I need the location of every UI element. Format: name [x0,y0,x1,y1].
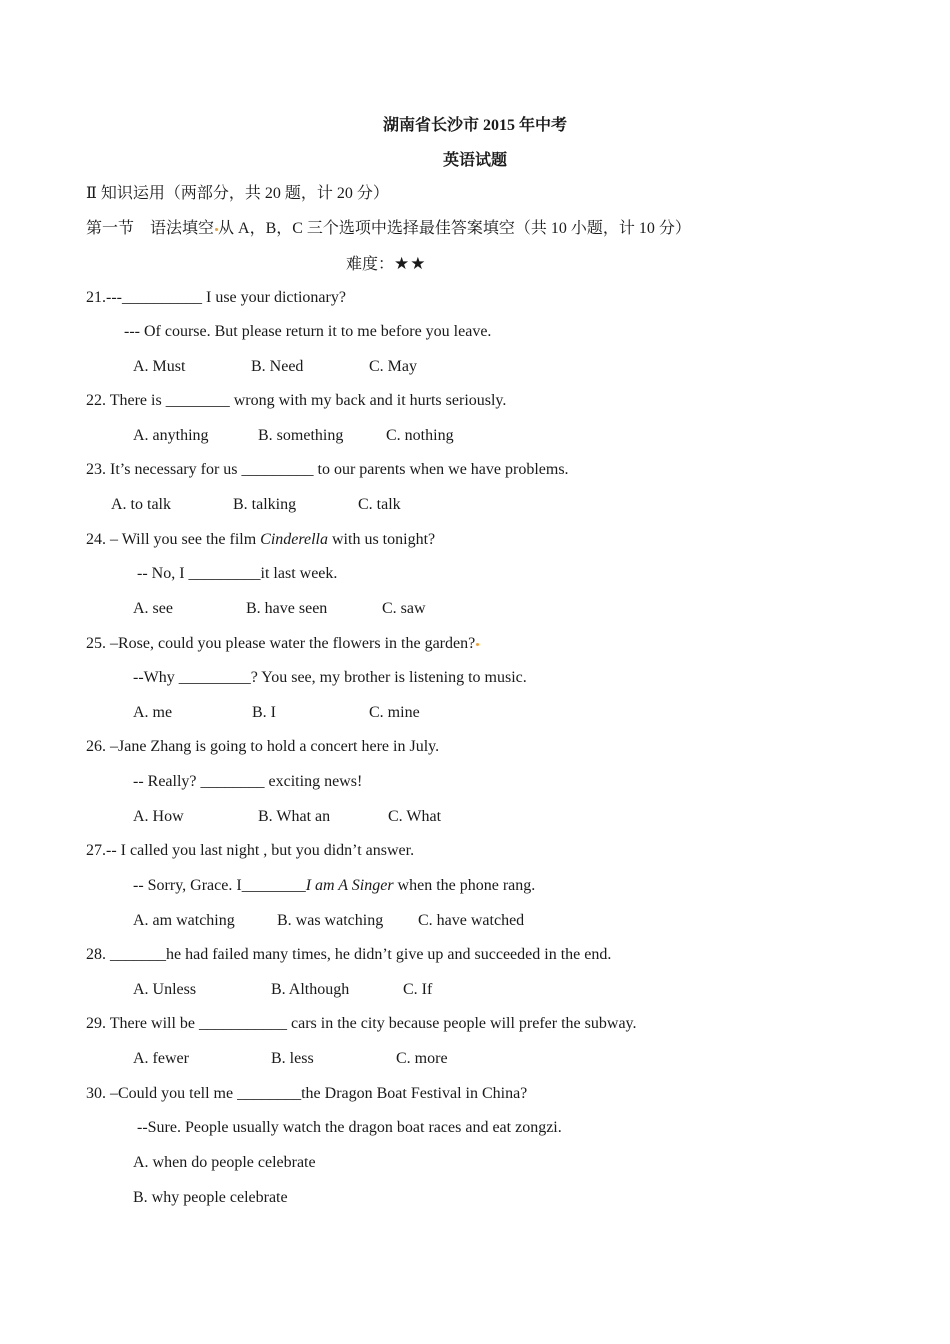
question-24-stem [86,530,435,550]
question-24-stem-text: 24. – Will you see the film [86,531,261,548]
question-24-option-c: C. saw [382,600,426,617]
question-21-reply: --- Of course. But please return it to me before you leave. [124,323,492,340]
question-29-option-a: A. fewer [133,1050,189,1067]
question-24-reply: -- No, I _________it last week. [137,565,338,582]
question-30-reply: --Sure. People usually watch the dragon boat races and eat zongzi. [137,1119,562,1136]
question-22-stem: 22. There is ________ wrong with my back and it hurts seriously. [86,392,507,409]
show-title: I am A Singer [305,877,394,894]
question-26-option-a: A. How [133,808,184,825]
question-21-option-c: C. May [369,358,417,375]
question-24-option-a: A. see [133,600,173,617]
question-25-option-c: C. mine [369,704,420,721]
question-26-stem: 26. –Jane Zhang is going to hold a concert here in July. [86,738,440,755]
question-30-option-b: B. why people celebrate [133,1189,288,1206]
part-heading [86,219,691,239]
question-27-reply [133,876,535,896]
question-28-stem: 28. _______he had failed many times, he didn’t give up and succeeded in the end. [86,946,612,963]
question-25-stem-text: 25. –Rose, could you please water the flowers in the garden? [86,635,476,652]
section-heading: Ⅱ 知识运用（两部分，共 20 题，计 20 分） [86,185,389,202]
question-24-stem-end: with us tonight? [328,531,436,548]
question-30-stem: 30. –Could you tell me ________the Dragon Boat Festival in China? [86,1085,528,1102]
question-28-option-a: A. Unless [133,981,197,998]
question-27-stem: 27.-- I called you last night , but you didn’t answer. [86,842,415,859]
difficulty-stars: ★★ [394,254,427,274]
question-27-reply-text: -- Sorry, Grace. I________ [133,877,306,894]
difficulty-label: 难度： [346,256,395,273]
question-24-option-b: B. have seen [246,600,328,617]
question-22-option-c: C. nothing [386,427,454,444]
question-27-option-a: A. am watching [133,912,235,929]
question-23-option-b: B. talking [233,496,297,513]
decor-dot [476,643,479,646]
question-26-option-c: C. What [388,808,442,825]
question-27-option-b: B. was watching [277,912,384,929]
film-title: Cinderella [260,531,328,548]
question-25-option-b: B. I [252,704,276,721]
question-28-option-b: B. Although [271,981,350,998]
question-21-option-a: A. Must [133,358,186,375]
exam-subtitle: 英语试题 [442,152,507,169]
question-25-reply: --Why _________? You see, my brother is listening to music. [133,669,527,686]
question-25-stem [86,634,479,654]
part-instruction: 语法填空 [150,220,215,237]
question-22-option-a: A. anything [133,427,209,444]
question-29-option-c: C. more [396,1050,448,1067]
question-27-option-c: C. have watched [418,912,525,929]
question-28-option-c: C. If [403,981,433,998]
question-29-option-b: B. less [271,1050,314,1067]
question-25-option-a: A. me [133,704,173,721]
exam-title: 湖南省长沙市 2015 年中考 [382,117,567,134]
question-26-reply: -- Really? ________ exciting news! [133,773,363,790]
part-label: 第一节 [86,220,135,237]
part-instruction-rest: 从 A，B，C 三个选项中选择最佳答案填空（共 10 小题，计 10 分） [218,220,691,237]
question-22-option-b: B. something [258,427,344,444]
question-29-stem: 29. There will be ___________ cars in the city because people will prefer the subway. [86,1015,637,1032]
question-23-option-a: A. to talk [111,496,171,513]
question-23-option-c: C. talk [358,496,401,513]
question-21-option-b: B. Need [251,358,304,375]
question-30-option-a: A. when do people celebrate [133,1154,316,1171]
question-23-stem: 23. It’s necessary for us _________ to our parents when we have problems. [86,461,569,478]
difficulty [346,254,427,275]
question-26-option-b: B. What an [258,808,331,825]
question-21-stem: 21.---__________ I use your dictionary? [86,289,346,306]
question-27-reply-end: when the phone rang. [393,877,536,894]
